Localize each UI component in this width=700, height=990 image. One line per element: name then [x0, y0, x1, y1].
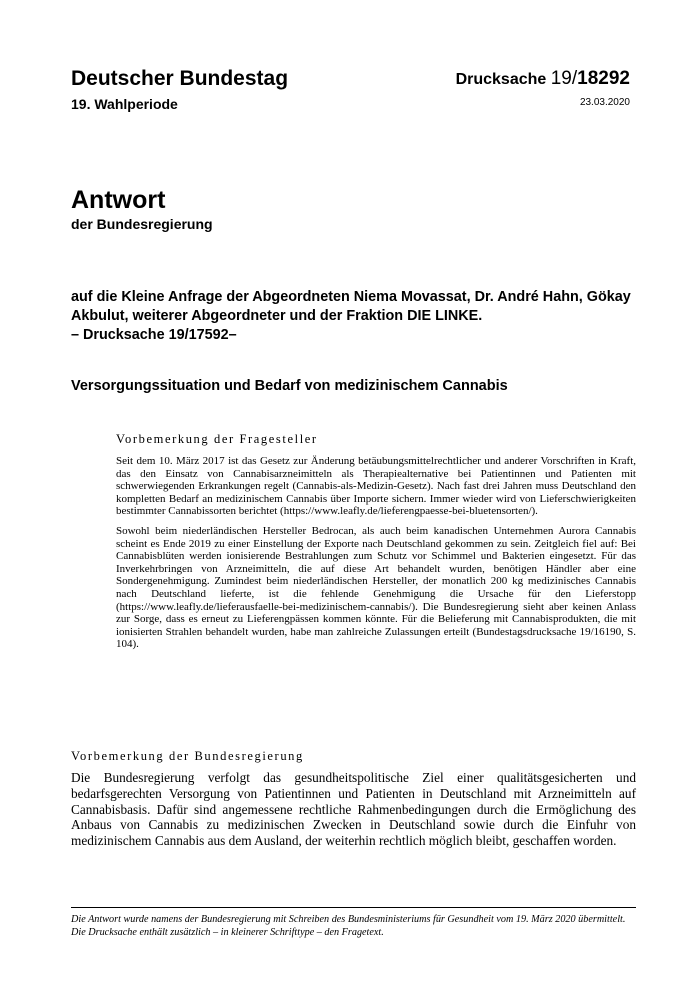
document-issuer: der Bundesregierung — [71, 216, 213, 232]
drucksache-label: Drucksache — [455, 71, 547, 88]
footer-note: Die Antwort wurde namens der Bundesregierung mit Schreiben des Bundesministeriums für Gesundheit vom 19. März 2020 übermittelt. — [71, 914, 626, 925]
document-type-heading: Antwort — [71, 186, 166, 214]
anfrage-block — [71, 288, 636, 345]
footer-notes — [71, 914, 636, 940]
institution-title: Deutscher Bundestag — [71, 67, 289, 90]
footer-divider — [71, 907, 636, 908]
anfrage-reference: – Drucksache 19/17592– — [71, 327, 237, 343]
legislative-period: 19. Wahlperiode — [71, 96, 178, 112]
section-heading: Vorbemerkung der Fragesteller — [116, 432, 318, 446]
vorbemerkung-fragesteller — [116, 432, 636, 658]
vorbemerkung-bundesregierung — [71, 749, 636, 849]
subject-title: Versorgungssituation und Bedarf von medizinischem Cannabis — [71, 378, 508, 394]
paragraph: Seit dem 10. März 2017 ist das Gesetz zur Änderung betäubungsmittelrechtlicher und anderer Vorschriften in Kraft, das den Einsatz von Cannabisarzneimitteln als Therapiealternative bei Patientinnen und Patienten mit schwerwiegenden Erkrankungen regelt (Cannabis-als-Medizin-Gesetz). Nach fast drei Jahren muss Deutschland den kompletten Bedarf an medizinischem Cannabis über Importe sichern. Immer wieder wird von Lieferschwierigkeiten bestimmter Cannabissorten berichtet (https://www.leafly.de/lieferengpaesse-bei-bluetensorten/). — [116, 455, 636, 518]
drucksache-number-line — [456, 66, 630, 93]
drucksache-prefix: 19/ — [550, 68, 578, 89]
header-left — [71, 66, 288, 112]
drucksache-number: 18292 — [577, 68, 630, 89]
anfrage-text: auf die Kleine Anfrage der Abgeordneten Niema Movassat, Dr. André Hahn, Gökay Akbulut, weiterer Abgeordneter und der Fraktion DIE LINKE. — [71, 289, 631, 324]
paragraph: Sowohl beim niederländischen Hersteller Bedrocan, als auch beim kanadischen Unternehmen Aurora Cannabis scheint es Ende 2019 zu einer Einstellung der Exporte nach Deutschland gekommen zu sein. Zeitgleich fiel auf: Bei Cannabisblüten werden ionisierende Bestrahlungen zum Schutz vor Schimmel und Bakterien eingesetzt. Für das Inverkehrbringen von Arzneimitteln, die auf diese Art behandelt wurden, benötigen Händler aber eine Sondergenehmigung. Zumindest beim niederländischen Hersteller, der monatlich 200 kg medizinisches Cannabis nach Deutschland lieferte, ist die fehlende Genehmigung die Ursache für den Lieferstopp (https://www.leafly.de/lieferausfaelle-bei-medizinischem-cannabis/). Die Bundesregierung sieht aber keinen Anlass zur Sorge, dass es erneut zu Lieferengpässen kommen könnte. Für die Belieferung mit Cannabisprodukten, die mit ionisierten Strahlen behandelt wurden, habe man zahlreiche Zulassungen erteilt (Bundestagsdrucksache 19/16190, S. 104). — [116, 524, 636, 651]
section-heading: Vorbemerkung der Bundesregierung — [71, 749, 304, 763]
paragraph: Die Bundesregierung verfolgt das gesundheitspolitische Ziel einer qualitätsgesicherten und bedarfsgerechten Versorgung von Patientinnen und Patienten in Deutschland mit Arzneimitteln auf Cannabisbasis. Dafür sind angemessene rechtliche Rahmenbedingungen durch die Ermöglichung des Anbaus von Cannabis zu medizinischen Zwecken in Deutschland sowie durch die Einfuhr von medizinischem Cannabis aus dem Ausland, der weiterhin rechtlich möglich bleibt, geschaffen worden. — [71, 770, 636, 849]
footer-note: Die Drucksache enthält zusätzlich – in kleinerer Schrifttype – den Fragetext. — [71, 926, 384, 938]
document-date: 23.03.2020 — [579, 97, 630, 108]
header-right — [456, 66, 630, 108]
